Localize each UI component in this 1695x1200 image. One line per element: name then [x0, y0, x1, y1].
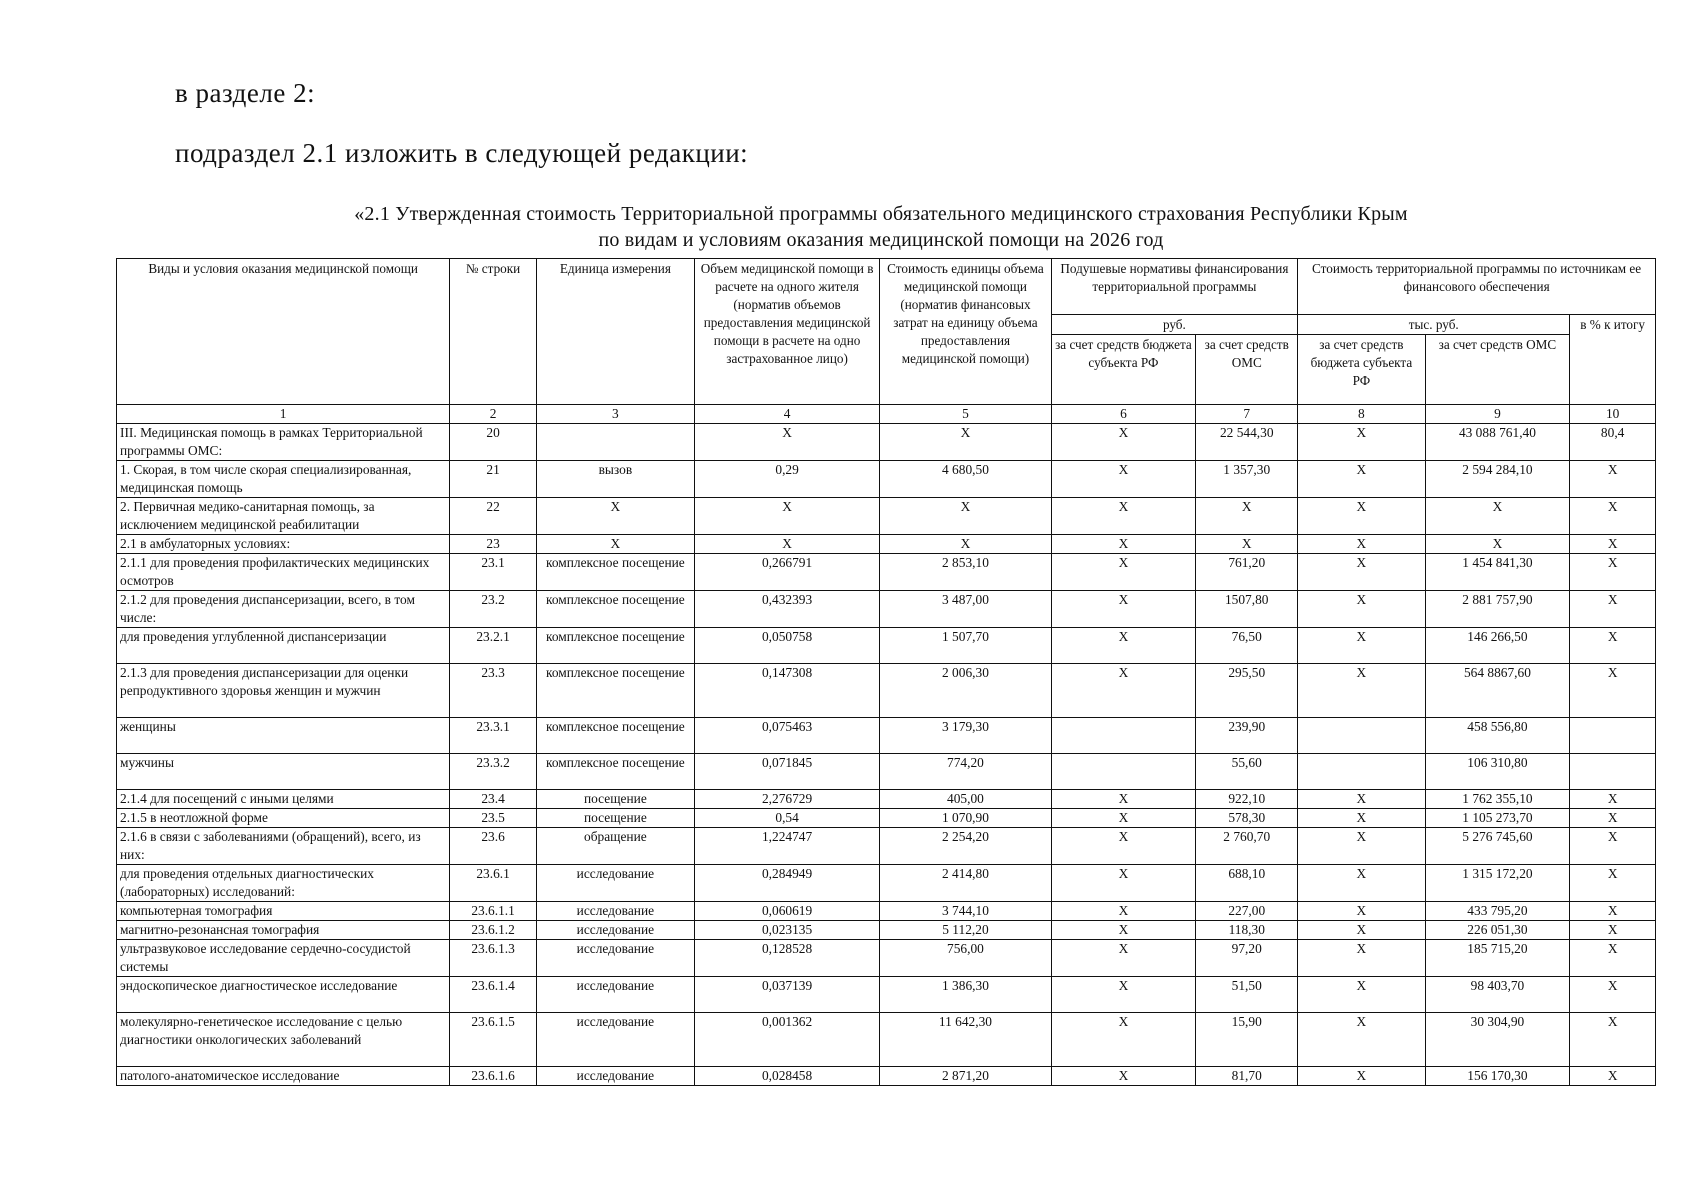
- table-cell: X: [1051, 902, 1196, 921]
- table-cell: 76,50: [1196, 628, 1298, 664]
- table-cell: 922,10: [1196, 790, 1298, 809]
- table-cell: X: [1425, 535, 1570, 554]
- table-row: [117, 1067, 1656, 1086]
- table-cell: X: [1051, 940, 1196, 977]
- table-cell: X: [1298, 921, 1425, 940]
- table-cell: 1 762 355,10: [1425, 790, 1570, 809]
- table-cell: 0,023135: [694, 921, 879, 940]
- table-row: [117, 865, 1656, 902]
- table-cell: X: [1570, 865, 1656, 902]
- table-cell: X: [1570, 828, 1656, 865]
- table-cell: комплексное посещение: [536, 754, 694, 790]
- table-cell: 433 795,20: [1425, 902, 1570, 921]
- table-cell: комплексное посещение: [536, 664, 694, 718]
- table-cell: X: [880, 424, 1051, 461]
- header-unit: Единица измерения: [536, 259, 694, 405]
- table-cell: 1 386,30: [880, 977, 1051, 1013]
- table-cell: 2 006,30: [880, 664, 1051, 718]
- table-cell: X: [1425, 498, 1570, 535]
- table-cell: 1 105 273,70: [1425, 809, 1570, 828]
- header-volume: Объем медицинской помощи в расчете на одного жителя (норматив объемов предоставления медицинской помощи в расчете на одно застрахованное лицо): [694, 259, 879, 405]
- table-cell: X: [1298, 865, 1425, 902]
- table-cell: [1570, 754, 1656, 790]
- table-cell: X: [694, 498, 879, 535]
- row-label: 2.1 в амбулаторных условиях:: [117, 535, 450, 554]
- table-cell: X: [1051, 591, 1196, 628]
- table-cell: 2 871,20: [880, 1067, 1051, 1086]
- table-cell: X: [1051, 1067, 1196, 1086]
- header-per-capita-norms: Подушевые нормативы финансирования территориальной программы: [1051, 259, 1298, 315]
- table-cell: 295,50: [1196, 664, 1298, 718]
- table-row: [117, 828, 1656, 865]
- table-cell: 156 170,30: [1425, 1067, 1570, 1086]
- column-number: 4: [694, 405, 879, 424]
- header-oms-rub: за счет средств ОМС: [1196, 335, 1298, 405]
- table-cell: 1507,80: [1196, 591, 1298, 628]
- row-label: III. Медицинская помощь в рамках Территориальной программы ОМС:: [117, 424, 450, 461]
- table-cell: 23.6.1.4: [450, 977, 537, 1013]
- table-cell: 3 179,30: [880, 718, 1051, 754]
- table-cell: X: [1298, 790, 1425, 809]
- table-cell: X: [1298, 664, 1425, 718]
- table-cell: 0,284949: [694, 865, 879, 902]
- table-cell: X: [1570, 977, 1656, 1013]
- header-unit-thousand-rub: тыс. руб.: [1298, 315, 1570, 335]
- table-cell: [1051, 754, 1196, 790]
- table-cell: 1,224747: [694, 828, 879, 865]
- table-cell: 0,432393: [694, 591, 879, 628]
- table-cell: 0,001362: [694, 1013, 879, 1067]
- table-row: [117, 554, 1656, 591]
- row-label: патолого-анатомическое исследование: [117, 1067, 450, 1086]
- table-cell: X: [880, 498, 1051, 535]
- header-unit-cost: Стоимость единицы объема медицинской помощи (норматив финансовых затрат на единицу объема предоставления медицинской помощи): [880, 259, 1051, 405]
- table-cell: 23.1: [450, 554, 537, 591]
- column-number: 2: [450, 405, 537, 424]
- row-label: 2.1.6 в связи с заболеваниями (обращений), всего, из них:: [117, 828, 450, 865]
- row-label: 2. Первичная медико-санитарная помощь, за исключением медицинской реабилитации: [117, 498, 450, 535]
- table-cell: 2 594 284,10: [1425, 461, 1570, 498]
- column-number: 1: [117, 405, 450, 424]
- table-row: [117, 790, 1656, 809]
- table-cell: 3 487,00: [880, 591, 1051, 628]
- table-cell: X: [1570, 554, 1656, 591]
- table-cell: X: [1570, 664, 1656, 718]
- table-row: [117, 902, 1656, 921]
- table-cell: 21: [450, 461, 537, 498]
- table-cell: X: [1570, 535, 1656, 554]
- row-label: для проведения углубленной диспансеризации: [117, 628, 450, 664]
- table-cell: 30 304,90: [1425, 1013, 1570, 1067]
- table-cell: X: [1570, 1067, 1656, 1086]
- table-cell: X: [1298, 977, 1425, 1013]
- table-cell: X: [1051, 461, 1196, 498]
- table-cell: 0,050758: [694, 628, 879, 664]
- table-cell: [536, 424, 694, 461]
- table-cell: 0,037139: [694, 977, 879, 1013]
- table-cell: 23.6: [450, 828, 537, 865]
- column-number: 8: [1298, 405, 1425, 424]
- table-cell: посещение: [536, 790, 694, 809]
- table-row: [117, 754, 1656, 790]
- table-cell: X: [1570, 1013, 1656, 1067]
- header-oms-thousand: за счет средств ОМС: [1425, 335, 1570, 405]
- table-cell: X: [1298, 1067, 1425, 1086]
- table-cell: X: [694, 424, 879, 461]
- table-cell: [1570, 718, 1656, 754]
- table-row: [117, 535, 1656, 554]
- row-label: женщины: [117, 718, 450, 754]
- table-cell: комплексное посещение: [536, 718, 694, 754]
- table-cell: вызов: [536, 461, 694, 498]
- row-label: 1. Скорая, в том числе скорая специализированная, медицинская помощь: [117, 461, 450, 498]
- row-label: 2.1.1 для проведения профилактических медицинских осмотров: [117, 554, 450, 591]
- table-row: [117, 1013, 1656, 1067]
- table-cell: X: [1570, 498, 1656, 535]
- table-cell: 0,128528: [694, 940, 879, 977]
- table-cell: X: [536, 535, 694, 554]
- row-label: магнитно-резонансная томография: [117, 921, 450, 940]
- table-row: [117, 498, 1656, 535]
- table-cell: 118,30: [1196, 921, 1298, 940]
- table-cell: X: [1051, 628, 1196, 664]
- table-cell: X: [694, 535, 879, 554]
- table-cell: X: [1298, 628, 1425, 664]
- table-cell: 688,10: [1196, 865, 1298, 902]
- table-cell: 23.5: [450, 809, 537, 828]
- table-cell: 106 310,80: [1425, 754, 1570, 790]
- table-cell: 0,147308: [694, 664, 879, 718]
- table-cell: 0,266791: [694, 554, 879, 591]
- table-cell: X: [1298, 424, 1425, 461]
- table-cell: комплексное посещение: [536, 591, 694, 628]
- table-cell: 23.6.1.1: [450, 902, 537, 921]
- table-cell: X: [1570, 591, 1656, 628]
- row-label: молекулярно-генетическое исследование с целью диагностики онкологических заболеваний: [117, 1013, 450, 1067]
- table-cell: исследование: [536, 977, 694, 1013]
- table-cell: 23.2.1: [450, 628, 537, 664]
- table-cell: X: [1570, 940, 1656, 977]
- table-cell: [1298, 754, 1425, 790]
- table-cell: X: [1051, 1013, 1196, 1067]
- table-cell: 23.6.1.5: [450, 1013, 537, 1067]
- row-label: ультразвуковое исследование сердечно-сосудистой системы: [117, 940, 450, 977]
- header-row-number: № строки: [450, 259, 537, 405]
- table-cell: X: [1570, 790, 1656, 809]
- table-cell: 185 715,20: [1425, 940, 1570, 977]
- table-cell: 239,90: [1196, 718, 1298, 754]
- table-cell: X: [880, 535, 1051, 554]
- table-cell: X: [1298, 902, 1425, 921]
- table-cell: 80,4: [1570, 424, 1656, 461]
- table-cell: 23.6.1: [450, 865, 537, 902]
- subsection-heading: подраздел 2.1 изложить в следующей редакции:: [175, 138, 749, 168]
- table-cell: 458 556,80: [1425, 718, 1570, 754]
- table-cell: 1 507,70: [880, 628, 1051, 664]
- row-label: 2.1.3 для проведения диспансеризации для оценки репродуктивного здоровья женщин и мужчин: [117, 664, 450, 718]
- table-row: [117, 921, 1656, 940]
- row-label: 2.1.2 для проведения диспансеризации, всего, в том числе:: [117, 591, 450, 628]
- table-cell: 23.2: [450, 591, 537, 628]
- table-cell: 2 853,10: [880, 554, 1051, 591]
- table-cell: X: [1298, 1013, 1425, 1067]
- table-cell: 1 070,90: [880, 809, 1051, 828]
- table-cell: 15,90: [1196, 1013, 1298, 1067]
- table-cell: исследование: [536, 1013, 694, 1067]
- table-row: [117, 940, 1656, 977]
- table-cell: 23: [450, 535, 537, 554]
- column-number: 7: [1196, 405, 1298, 424]
- table-cell: 761,20: [1196, 554, 1298, 591]
- table-cell: исследование: [536, 921, 694, 940]
- table-cell: X: [1298, 498, 1425, 535]
- table-cell: X: [1570, 628, 1656, 664]
- row-label: 2.1.4 для посещений с иными целями: [117, 790, 450, 809]
- table-cell: X: [1051, 790, 1196, 809]
- table-cell: комплексное посещение: [536, 554, 694, 591]
- table-cell: 97,20: [1196, 940, 1298, 977]
- table-cell: исследование: [536, 902, 694, 921]
- table-cell: 564 8867,60: [1425, 664, 1570, 718]
- table-row: [117, 628, 1656, 664]
- table-cell: исследование: [536, 940, 694, 977]
- table-cell: 98 403,70: [1425, 977, 1570, 1013]
- table-cell: обращение: [536, 828, 694, 865]
- header-program-cost: Стоимость территориальной программы по источникам ее финансового обеспечения: [1298, 259, 1656, 315]
- table-cell: X: [1051, 424, 1196, 461]
- table-cell: X: [1298, 461, 1425, 498]
- table-cell: 55,60: [1196, 754, 1298, 790]
- table-cell: 0,060619: [694, 902, 879, 921]
- table-title-line-2: по видам и условиям оказания медицинской помощи на 2026 год: [598, 229, 1164, 251]
- table-cell: X: [1051, 977, 1196, 1013]
- table-cell: исследование: [536, 865, 694, 902]
- table-cell: X: [1570, 902, 1656, 921]
- section-heading: в разделе 2:: [175, 78, 316, 108]
- table-cell: X: [1051, 828, 1196, 865]
- table-cell: X: [1570, 921, 1656, 940]
- table-row: [117, 718, 1656, 754]
- header-budget-rub: за счет средств бюджета субъекта РФ: [1051, 335, 1196, 405]
- table-cell: 0,075463: [694, 718, 879, 754]
- table-cell: посещение: [536, 809, 694, 828]
- table-cell: 23.3.1: [450, 718, 537, 754]
- table-cell: 0,29: [694, 461, 879, 498]
- table-cell: X: [1196, 498, 1298, 535]
- table-cell: 0,028458: [694, 1067, 879, 1086]
- column-numbers-row: [117, 405, 1656, 424]
- table-cell: X: [1298, 809, 1425, 828]
- column-number: 6: [1051, 405, 1196, 424]
- table-row: [117, 461, 1656, 498]
- table-cell: 1 315 172,20: [1425, 865, 1570, 902]
- table-cell: X: [1196, 535, 1298, 554]
- table-cell: 146 266,50: [1425, 628, 1570, 664]
- table-cell: 774,20: [880, 754, 1051, 790]
- table-cell: 23.6.1.2: [450, 921, 537, 940]
- table-row: [117, 664, 1656, 718]
- header-percent-of-total: в % к итогу: [1570, 315, 1656, 405]
- table-cell: 22: [450, 498, 537, 535]
- table-cell: X: [1298, 828, 1425, 865]
- table-cell: 23.6.1.6: [450, 1067, 537, 1086]
- table-cell: 4 680,50: [880, 461, 1051, 498]
- table-cell: X: [1298, 554, 1425, 591]
- table-cell: исследование: [536, 1067, 694, 1086]
- table-cell: [1298, 718, 1425, 754]
- table-cell: 227,00: [1196, 902, 1298, 921]
- table-cell: 578,30: [1196, 809, 1298, 828]
- table-row: [117, 977, 1656, 1013]
- table-cell: 1 357,30: [1196, 461, 1298, 498]
- table-cell: X: [1298, 535, 1425, 554]
- table-cell: 51,50: [1196, 977, 1298, 1013]
- table-cell: 23.6.1.3: [450, 940, 537, 977]
- row-label: для проведения отдельных диагностических (лабораторных) исследований:: [117, 865, 450, 902]
- table-body: [117, 424, 1656, 1086]
- table-cell: 2 254,20: [880, 828, 1051, 865]
- table-cell: 756,00: [880, 940, 1051, 977]
- table-cell: 1 454 841,30: [1425, 554, 1570, 591]
- table-row: [117, 591, 1656, 628]
- table-cell: 2 760,70: [1196, 828, 1298, 865]
- table-cell: X: [1051, 498, 1196, 535]
- table-cell: 3 744,10: [880, 902, 1051, 921]
- table-cell: 11 642,30: [880, 1013, 1051, 1067]
- row-label: мужчины: [117, 754, 450, 790]
- table-cell: X: [1051, 809, 1196, 828]
- row-label: компьютерная томография: [117, 902, 450, 921]
- row-label: 2.1.5 в неотложной форме: [117, 809, 450, 828]
- table-cell: 5 112,20: [880, 921, 1051, 940]
- table-cell: 0,071845: [694, 754, 879, 790]
- table-cell: комплексное посещение: [536, 628, 694, 664]
- table-cell: 226 051,30: [1425, 921, 1570, 940]
- header-kinds: Виды и условия оказания медицинской помощи: [117, 259, 450, 405]
- table-row: [117, 424, 1656, 461]
- table-cell: 23.3.2: [450, 754, 537, 790]
- table-cell: 2,276729: [694, 790, 879, 809]
- table-cell: X: [1051, 921, 1196, 940]
- cost-table: [116, 258, 1656, 1086]
- table-cell: 23.4: [450, 790, 537, 809]
- column-number: 9: [1425, 405, 1570, 424]
- header-budget-thousand: за счет средств бюджета субъекта РФ: [1298, 335, 1425, 405]
- table-cell: X: [1570, 461, 1656, 498]
- table-cell: X: [1298, 940, 1425, 977]
- table-title-line-1: «2.1 Утвержденная стоимость Территориальной программы обязательного медицинского страхования Республики Крым: [354, 203, 1408, 225]
- table-header: [117, 259, 1656, 424]
- table-cell: X: [1051, 554, 1196, 591]
- row-label: эндоскопическое диагностическое исследование: [117, 977, 450, 1013]
- table-cell: 2 881 757,90: [1425, 591, 1570, 628]
- table-cell: [1051, 718, 1196, 754]
- table-cell: 81,70: [1196, 1067, 1298, 1086]
- table-cell: 405,00: [880, 790, 1051, 809]
- column-number: 3: [536, 405, 694, 424]
- table-cell: 0,54: [694, 809, 879, 828]
- column-number: 5: [880, 405, 1051, 424]
- table-cell: 5 276 745,60: [1425, 828, 1570, 865]
- table-cell: 20: [450, 424, 537, 461]
- header-unit-rub: руб.: [1051, 315, 1298, 335]
- table-cell: 22 544,30: [1196, 424, 1298, 461]
- table-cell: X: [1051, 865, 1196, 902]
- table-cell: 23.3: [450, 664, 537, 718]
- table-cell: X: [536, 498, 694, 535]
- table-cell: X: [1570, 809, 1656, 828]
- table-cell: X: [1051, 535, 1196, 554]
- table-cell: 43 088 761,40: [1425, 424, 1570, 461]
- table-cell: X: [1298, 591, 1425, 628]
- table-cell: 2 414,80: [880, 865, 1051, 902]
- table-row: [117, 809, 1656, 828]
- column-number: 10: [1570, 405, 1656, 424]
- table-cell: X: [1051, 664, 1196, 718]
